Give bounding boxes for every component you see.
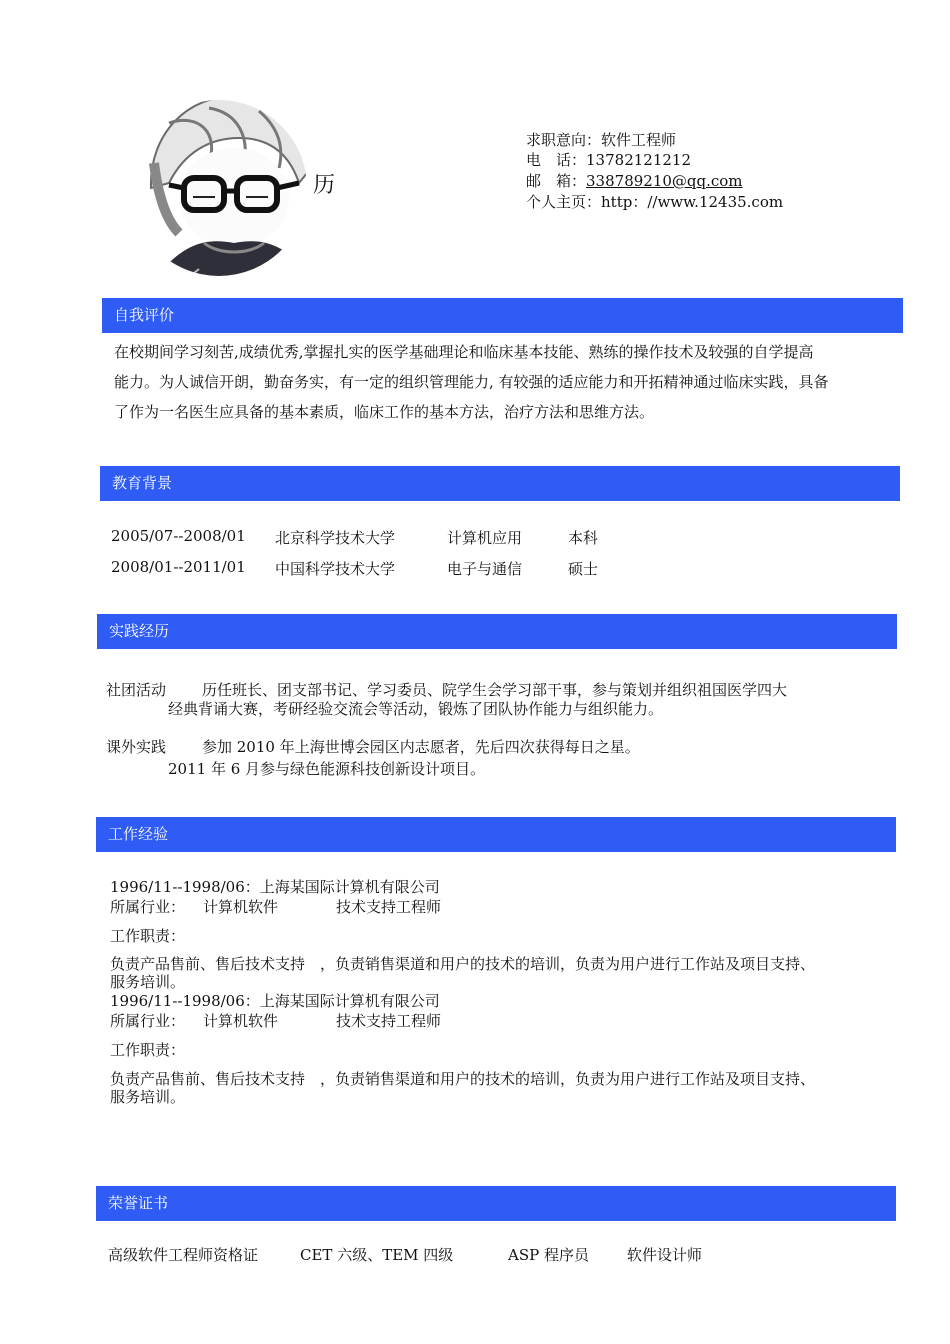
email-link[interactable]: 338789210@qq.com <box>586 172 743 190</box>
work-industry-label: 所属行业： <box>110 1012 186 1030</box>
section-header-work: 工作经验 <box>96 817 896 852</box>
edu-major: 计算机应用 <box>447 529 523 547</box>
work-duty-label: 工作职责： <box>110 1041 186 1059</box>
work-period-company: 1996/11--1998/06：上海某国际计算机有限公司 <box>110 878 440 896</box>
phone-value: 13782121212 <box>586 151 691 169</box>
work-industry: 计算机软件 <box>203 898 279 916</box>
edu-school: 北京科学技术大学 <box>275 529 396 547</box>
practice-line: 历任班长、团支部书记、学习委员、院学生会学习部干事，参与策划并组织祖国医学四大 <box>202 681 788 699</box>
section-header-practice: 实践经历 <box>97 614 897 649</box>
edu-period: 2005/07--2008/01 <box>111 527 246 545</box>
work-duty-line: 服务培训。 <box>110 973 186 991</box>
practice-line: 经典背诵大赛，考研经验交流会等活动，锻炼了团队协作能力与组织能力。 <box>168 700 664 718</box>
work-duty-label: 工作职责： <box>110 927 186 945</box>
self-eval-text <box>114 337 904 427</box>
section-header-self-eval: 自我评价 <box>102 298 903 333</box>
homepage-label: 个人主页： <box>526 193 602 211</box>
work-duty-line: 服务培训。 <box>110 1088 186 1106</box>
work-position: 技术支持工程师 <box>336 898 442 916</box>
practice-line: 2011 年 6 月参与绿色能源科技创新设计项目。 <box>168 760 486 778</box>
job-intent-value: 软件工程师 <box>601 131 677 149</box>
email-label: 邮 箱： <box>526 172 587 190</box>
resume-title-char: 历 <box>313 173 336 198</box>
work-industry: 计算机软件 <box>203 1012 279 1030</box>
avatar <box>149 93 309 285</box>
section-header-honors: 荣誉证书 <box>96 1186 896 1221</box>
homepage-value: http：//www.12435.com <box>601 193 784 211</box>
edu-degree: 本科 <box>568 529 599 547</box>
edu-period: 2008/01--2011/01 <box>111 558 246 576</box>
edu-degree: 硕士 <box>568 560 599 578</box>
self-eval-line: 了作为一名医生应具备的基本素质，临床工作的基本方法，治疗方法和思维方法。 <box>114 403 655 421</box>
self-eval-line: 在校期间学习刻苦,成绩优秀,掌握扎实的医学基础理论和临床基本技能、熟练的操作技术及较强的自学提高 <box>114 343 814 361</box>
practice-label: 社团活动 <box>106 681 167 699</box>
job-intent-line <box>526 130 676 150</box>
email-line <box>526 171 743 191</box>
section-header-education: 教育背景 <box>100 466 900 501</box>
work-industry-label: 所属行业： <box>110 898 186 916</box>
practice-label: 课外实践 <box>106 738 167 756</box>
honor-item: ASP 程序员 <box>508 1246 589 1264</box>
work-period-company: 1996/11--1998/06：上海某国际计算机有限公司 <box>110 992 440 1010</box>
edu-major: 电子与通信 <box>447 560 523 578</box>
phone-line <box>526 150 691 170</box>
honor-item: 高级软件工程师资格证 <box>108 1246 259 1264</box>
homepage-line <box>526 192 783 212</box>
edu-school: 中国科学技术大学 <box>275 560 396 578</box>
practice-line: 参加 2010 年上海世博会园区内志愿者，先后四次获得每日之星。 <box>202 738 640 756</box>
phone-label: 电 话： <box>526 151 587 169</box>
work-position: 技术支持工程师 <box>336 1012 442 1030</box>
job-intent-label: 求职意向： <box>526 131 602 149</box>
honor-item: CET 六级、TEM 四级 <box>300 1246 454 1264</box>
self-eval-line: 能力。为人诚信开朗，勤奋务实，有一定的组织管理能力, 有较强的适应能力和开拓精神通过临床实践，具备 <box>114 373 829 391</box>
honor-item: 软件设计师 <box>627 1246 703 1264</box>
work-duty-line: 负责产品售前、售后技术支持 ，负责销售渠道和用户的技术的培训，负责为用户进行工作站及项目支持、 <box>110 1070 816 1088</box>
work-duty-line: 负责产品售前、售后技术支持 ，负责销售渠道和用户的技术的培训，负责为用户进行工作站及项目支持、 <box>110 955 816 973</box>
